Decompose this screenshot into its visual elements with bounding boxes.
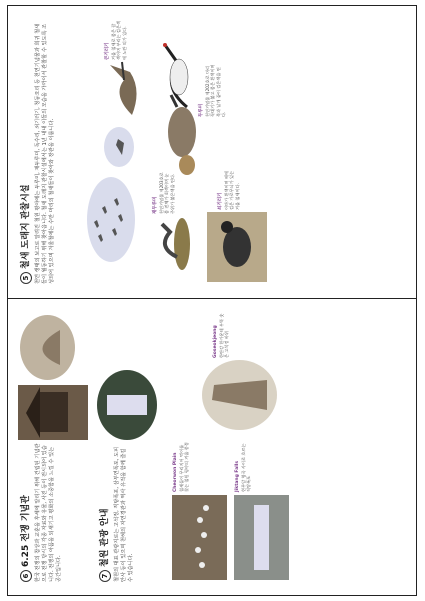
goseokjeong-oval-photo — [202, 360, 277, 430]
caption-label: 두루미 — [199, 103, 204, 117]
section-title-text: 철새 도래지 관찰시설 — [21, 184, 31, 269]
crane-icon — [152, 217, 192, 272]
falls-icon — [234, 495, 289, 580]
bottom-spread — [12, 305, 412, 590]
section-title-text: 6.25 전쟁 기념관 — [21, 495, 31, 567]
section-title-text: 철원 관광 안내 — [100, 508, 110, 567]
section-number: 6 — [20, 570, 32, 582]
caption-falls — [234, 442, 252, 492]
caption-label: 쇠기러기 — [218, 192, 223, 210]
caption-text: 이마가 흰색이며 배에 검은 가로무늬가 있는 겨울 철새이다. — [223, 170, 240, 210]
temple-icon — [18, 385, 88, 440]
section-6-body: 한국 전쟁의 참상과 교훈을 후세에 알리기 위해 건립된 기념관으로 전쟁 당시의 각종 자료와 유물, 사진 등이 전시되어 있습니다. 전쟁의 아픔을 되새기고 평화의 소중함을 느낄 수 있는 공간입니다. — [35, 443, 62, 582]
caption-text: 천연기념물 제202호로 머리 꼭대기가 붉고 몸은 흰색이며 목과 날개 끝이 검은색을 띤다. — [204, 64, 226, 117]
falls-photo — [234, 495, 289, 580]
caption-bean-goose — [217, 170, 240, 210]
cranes-field-photo — [172, 495, 227, 580]
caption-text: 겨울 철새로 몸은 갈색이며 부리는 검은색에 노란 띠가 있다. — [110, 20, 127, 60]
top-spread — [12, 12, 412, 292]
caption-label: Cheorwon Plain — [173, 452, 178, 492]
goose-single-photo — [104, 127, 134, 167]
caption-label: 재두루미 — [153, 196, 158, 214]
section-7-block — [97, 442, 135, 582]
caption-text: 현무암 협곡 사이로 흐르는 직탕폭포 — [240, 443, 251, 492]
section-5-title — [18, 22, 32, 284]
cranes-flock-icon — [172, 495, 227, 580]
black-bird-icon — [207, 212, 267, 282]
caption-red-crowned-crane — [198, 62, 227, 117]
caption-text: 철새들이 무리지어 먹이를 찾는 철원 평야의 겨울 풍경 — [178, 442, 189, 492]
goose-icon — [104, 127, 134, 167]
caption-label: Goseokjeong — [213, 325, 218, 358]
rock-pillar-icon — [202, 360, 277, 430]
caption-label: 큰기러기 — [105, 42, 110, 60]
bird-in-field-photo — [207, 212, 267, 282]
temple-photo — [18, 385, 88, 440]
red-crowned-crane-icon — [157, 37, 197, 117]
caption-text: 천연기념물 제203호로 몸 전체가 회색이며 눈 주위가 붉은색을 띤다. — [158, 172, 175, 214]
section-number: 7 — [99, 570, 111, 582]
section-5-body: 천연 생태의 보고로 알려진 철원 평야에는 두루미, 재두루미, 독수리, 쇠기러기, 청둥오리 등 천연기념물과 희귀 철새들이 월동하기 위해 찾아옵니다. 철새 도래지 관찰시설에서는 1년 내내 이들의 모습을 가까이서 관찰할 수 있도록 조성되어 있으며 겨울철에는 수만 마리의 철새들이 찾아와 장관을 이룹니다. — [35, 23, 55, 284]
section-5-block — [18, 22, 56, 284]
caption-label: Jiktang Falls — [235, 461, 240, 492]
caption-text: 한탄강 한가운데 우뚝 솟은 고석정 바위 — [218, 313, 229, 358]
waterfall-icon — [97, 370, 157, 440]
rock-oval-photo — [20, 315, 75, 380]
rock-icon — [20, 315, 75, 380]
flying-goose-icon — [102, 60, 152, 120]
section-7-body: 철원의 대표 관광지로는 고석정, 직탕폭포, 삼부연폭포, 도피안사 등이 있으며 천혜의 자연경관과 역사 유적을 함께 즐길 수 있습니다. — [114, 446, 134, 582]
flying-geese-icon — [87, 177, 135, 262]
section-6-title — [18, 442, 32, 582]
caption-plain — [172, 442, 190, 492]
section-number: 5 — [20, 272, 32, 284]
waterfall-oval-photo — [97, 370, 157, 440]
flying-goose-photo — [102, 60, 152, 120]
caption-geese — [104, 20, 127, 60]
section-7-title — [97, 442, 111, 582]
section-6-block — [18, 442, 63, 582]
page-divider — [7, 298, 417, 299]
geese-flock-photo — [87, 177, 135, 262]
crane-grass-photo — [152, 217, 192, 272]
caption-goseokjeong — [212, 313, 230, 358]
red-crowned-crane-photo — [157, 37, 197, 117]
